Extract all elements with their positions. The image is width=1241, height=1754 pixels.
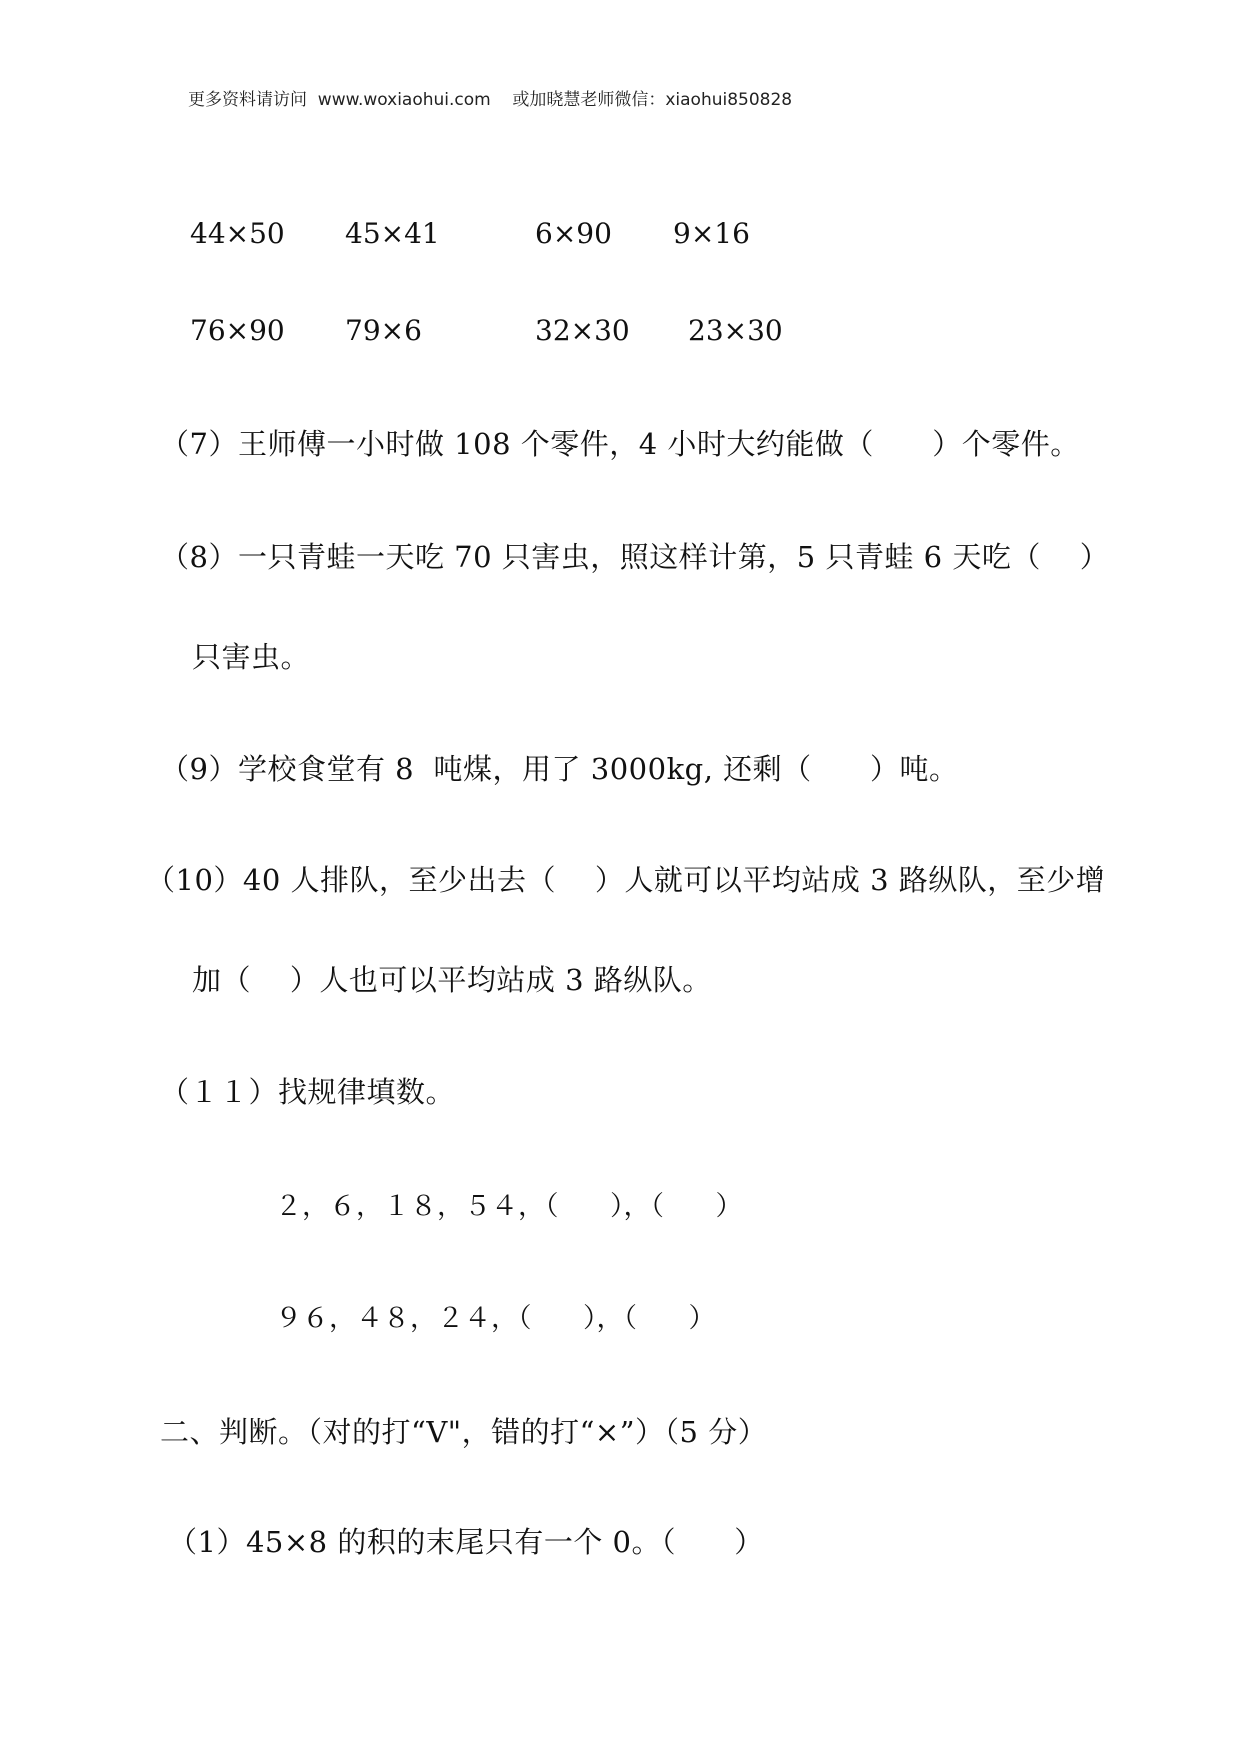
calc-item: 32×30 <box>535 314 630 347</box>
judgement-1: （1）45×8 的积的末尾只有一个 0。（ ） <box>168 1525 764 1559</box>
sequence-1: ２，６，１８，５４，（ ），（ ） <box>275 1191 743 1222</box>
calc-item: 44×50 <box>190 217 285 250</box>
calc-item: 76×90 <box>190 314 285 347</box>
question-10-line1: （10）40 人排队，至少出去（ ）人就可以平均站成 3 路纵队，至少增 <box>146 863 1106 897</box>
calc-item: 45×41 <box>345 217 440 250</box>
sequence-2: ９６，４８，２４，（ ），（ ） <box>275 1303 716 1334</box>
calc-item: 23×30 <box>688 314 783 347</box>
calc-item: 79×6 <box>345 314 422 347</box>
question-10-line2: 加（ ）人也可以平均站成 3 路纵队。 <box>192 963 712 997</box>
question-9: （9）学校食堂有 8 吨煤，用了 3000kg, 还剩（ ）吨。 <box>160 752 959 786</box>
question-7: （7）王师傅一小时做 108 个零件，4 小时大约能做（ ）个零件。 <box>160 427 1080 461</box>
question-11-title: （１１）找规律填数。 <box>160 1075 456 1109</box>
calc-item: 6×90 <box>535 217 612 250</box>
question-8-line1: （8）一只青蛙一天吃 70 只害虫，照这样计第，5 只青蛙 6 天吃（ ） <box>160 540 1110 574</box>
section-2-title: 二、判断。（对的打“V"，错的打“×”）（5 分） <box>160 1415 768 1449</box>
page-header: 更多资料请访问 www.woxiaohui.com 或加晓慧老师微信：xiaohui850828 <box>188 90 793 110</box>
calc-item: 9×16 <box>673 217 750 250</box>
question-8-line2: 只害虫。 <box>192 640 311 674</box>
